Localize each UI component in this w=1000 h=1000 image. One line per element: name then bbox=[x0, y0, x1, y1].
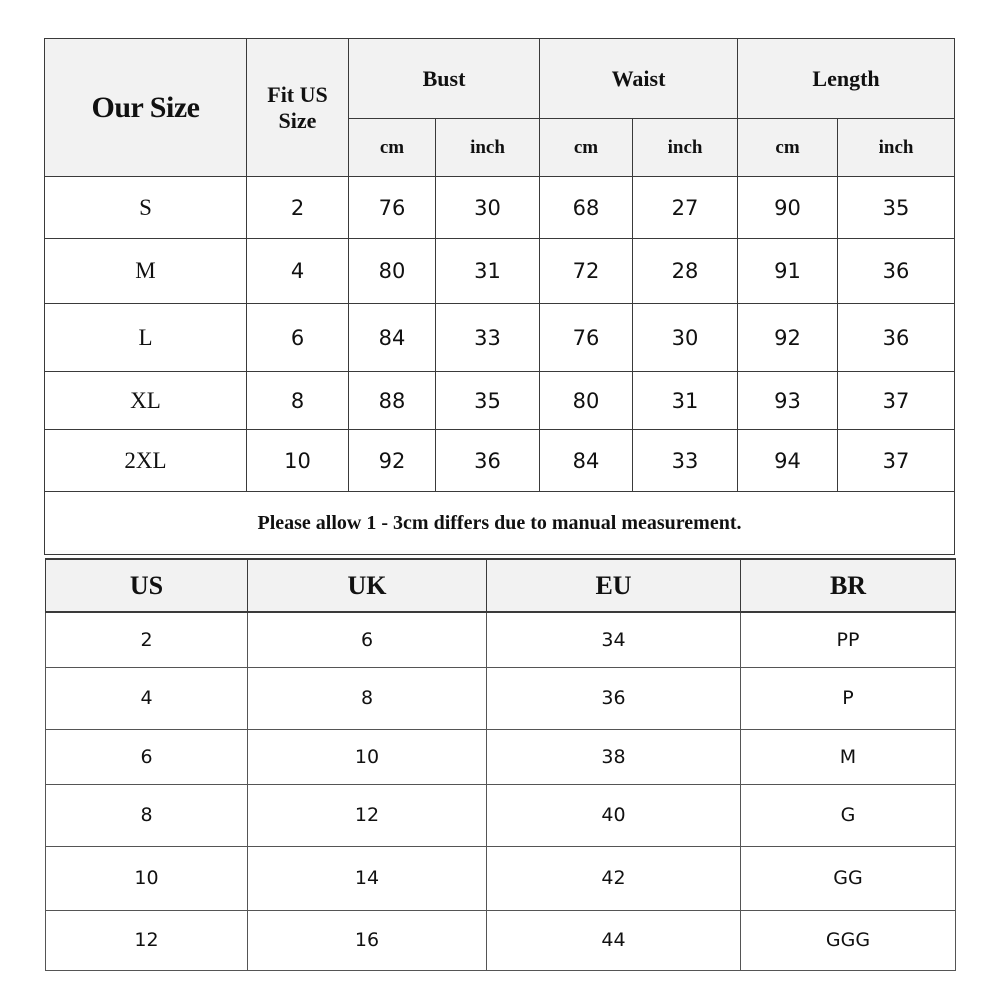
br-cell: P bbox=[741, 667, 956, 729]
eu-header: EU bbox=[487, 559, 741, 612]
waist-inch-cell: 30 bbox=[633, 304, 738, 372]
size-conversion-table bbox=[45, 558, 956, 971]
us-cell: 6 bbox=[46, 729, 248, 784]
fit-us-header-line1: Fit US bbox=[267, 81, 328, 107]
bust-cm-cell: 92 bbox=[349, 430, 436, 492]
bust-cm-header: cm bbox=[349, 119, 436, 177]
bust-inch-cell: 30 bbox=[436, 177, 540, 239]
bust-cm-cell: 76 bbox=[349, 177, 436, 239]
measurement-note: Please allow 1 - 3cm differs due to manual measurement. bbox=[45, 492, 955, 555]
waist-inch-cell: 27 bbox=[633, 177, 738, 239]
waist-inch-cell: 31 bbox=[633, 372, 738, 430]
fit-us-header-line2: Size bbox=[278, 107, 317, 133]
waist-header: Waist bbox=[540, 39, 738, 119]
us-cell: 4 bbox=[46, 667, 248, 729]
table-row bbox=[46, 910, 956, 970]
waist-cm-header: cm bbox=[540, 119, 633, 177]
bust-cm-cell: 88 bbox=[349, 372, 436, 430]
waist-cm-cell: 80 bbox=[540, 372, 633, 430]
table-row bbox=[45, 304, 955, 372]
table-row bbox=[46, 667, 956, 729]
eu-cell: 42 bbox=[487, 846, 741, 910]
table-row bbox=[46, 846, 956, 910]
size-chart-header-row bbox=[45, 39, 955, 119]
length-cm-cell: 91 bbox=[738, 239, 838, 304]
br-cell: G bbox=[741, 784, 956, 846]
size-cell: XL bbox=[45, 372, 247, 430]
table-row bbox=[45, 177, 955, 239]
eu-cell: 36 bbox=[487, 667, 741, 729]
eu-cell: 44 bbox=[487, 910, 741, 970]
bust-inch-cell: 36 bbox=[436, 430, 540, 492]
table-row bbox=[46, 729, 956, 784]
bust-inch-cell: 33 bbox=[436, 304, 540, 372]
size-cell: 2XL bbox=[45, 430, 247, 492]
us-size-cell: 8 bbox=[247, 372, 349, 430]
waist-inch-header: inch bbox=[633, 119, 738, 177]
br-cell: M bbox=[741, 729, 956, 784]
size-cell: M bbox=[45, 239, 247, 304]
table-row bbox=[45, 372, 955, 430]
br-cell: GG bbox=[741, 846, 956, 910]
table-row bbox=[46, 612, 956, 667]
bust-inch-cell: 35 bbox=[436, 372, 540, 430]
br-header: BR bbox=[741, 559, 956, 612]
length-cm-cell: 93 bbox=[738, 372, 838, 430]
length-cm-cell: 94 bbox=[738, 430, 838, 492]
br-cell: GGG bbox=[741, 910, 956, 970]
us-cell: 12 bbox=[46, 910, 248, 970]
size-cell: L bbox=[45, 304, 247, 372]
waist-cm-cell: 76 bbox=[540, 304, 633, 372]
waist-cm-cell: 68 bbox=[540, 177, 633, 239]
us-cell: 10 bbox=[46, 846, 248, 910]
length-inch-cell: 35 bbox=[838, 177, 955, 239]
uk-cell: 12 bbox=[248, 784, 487, 846]
us-size-cell: 10 bbox=[247, 430, 349, 492]
uk-header: UK bbox=[248, 559, 487, 612]
us-header: US bbox=[46, 559, 248, 612]
table-row bbox=[46, 784, 956, 846]
uk-cell: 14 bbox=[248, 846, 487, 910]
uk-cell: 8 bbox=[248, 667, 487, 729]
eu-cell: 34 bbox=[487, 612, 741, 667]
uk-cell: 16 bbox=[248, 910, 487, 970]
eu-cell: 38 bbox=[487, 729, 741, 784]
table-row bbox=[45, 430, 955, 492]
uk-cell: 10 bbox=[248, 729, 487, 784]
bust-inch-cell: 31 bbox=[436, 239, 540, 304]
bust-inch-header: inch bbox=[436, 119, 540, 177]
length-inch-cell: 37 bbox=[838, 430, 955, 492]
us-cell: 2 bbox=[46, 612, 248, 667]
length-inch-cell: 36 bbox=[838, 239, 955, 304]
eu-cell: 40 bbox=[487, 784, 741, 846]
note-row bbox=[45, 492, 955, 555]
length-inch-header: inch bbox=[838, 119, 955, 177]
us-size-cell: 6 bbox=[247, 304, 349, 372]
uk-cell: 6 bbox=[248, 612, 487, 667]
waist-inch-cell: 33 bbox=[633, 430, 738, 492]
waist-cm-cell: 72 bbox=[540, 239, 633, 304]
bust-cm-cell: 80 bbox=[349, 239, 436, 304]
table-row bbox=[45, 239, 955, 304]
conversion-header-row bbox=[46, 559, 956, 612]
length-inch-cell: 37 bbox=[838, 372, 955, 430]
us-cell: 8 bbox=[46, 784, 248, 846]
length-header: Length bbox=[738, 39, 955, 119]
our-size-header: Our Size bbox=[45, 39, 247, 177]
length-cm-header: cm bbox=[738, 119, 838, 177]
bust-cm-cell: 84 bbox=[349, 304, 436, 372]
us-size-cell: 2 bbox=[247, 177, 349, 239]
br-cell: PP bbox=[741, 612, 956, 667]
size-cell: S bbox=[45, 177, 247, 239]
us-size-cell: 4 bbox=[247, 239, 349, 304]
fit-us-size-header bbox=[247, 39, 349, 177]
waist-inch-cell: 28 bbox=[633, 239, 738, 304]
length-cm-cell: 92 bbox=[738, 304, 838, 372]
bust-header: Bust bbox=[349, 39, 540, 119]
length-cm-cell: 90 bbox=[738, 177, 838, 239]
waist-cm-cell: 84 bbox=[540, 430, 633, 492]
size-chart-table bbox=[44, 38, 955, 555]
length-inch-cell: 36 bbox=[838, 304, 955, 372]
